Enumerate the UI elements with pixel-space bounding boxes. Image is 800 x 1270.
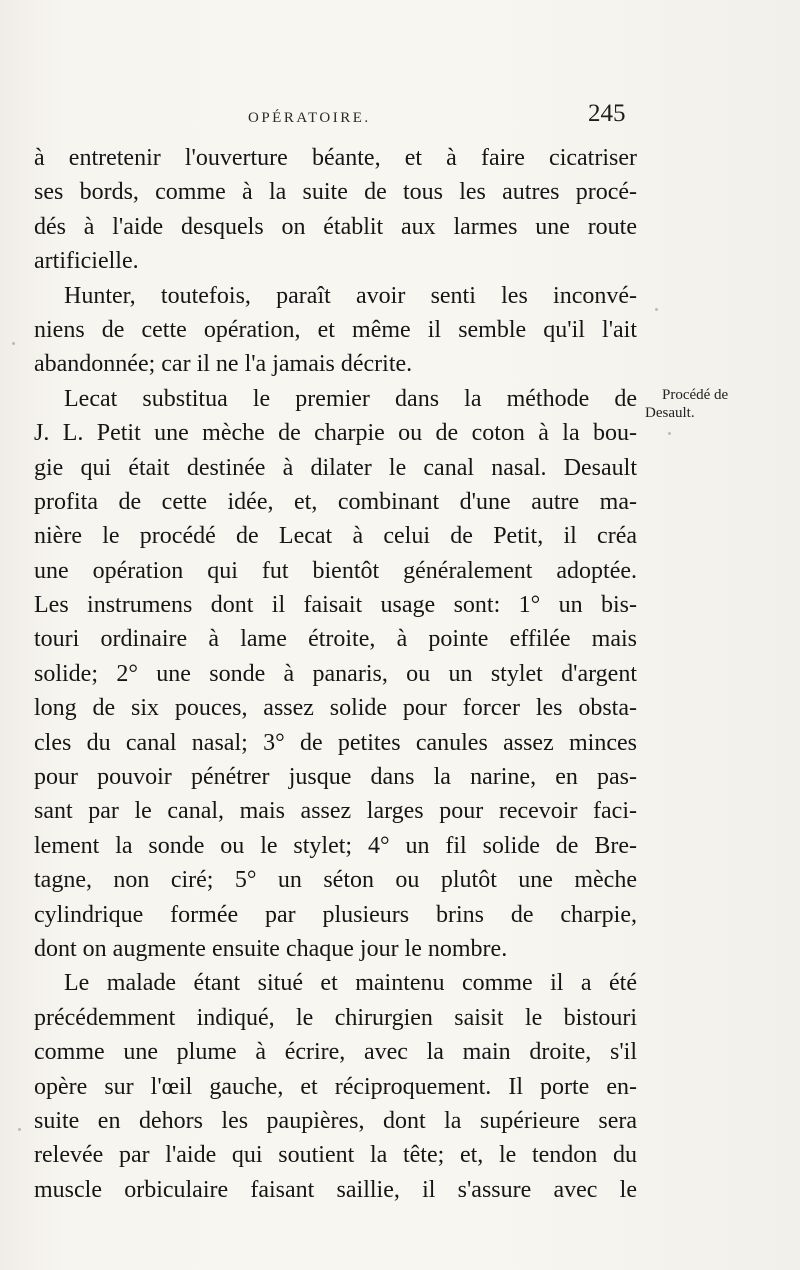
text-line: sant par le canal, mais assez larges pour recevoir faci- xyxy=(34,798,637,825)
margin-note xyxy=(645,386,765,422)
paper-speck xyxy=(668,432,671,435)
text-line: cles du canal nasal; 3° de petites canules assez minces xyxy=(34,729,637,756)
running-head: OPÉRATOIRE. xyxy=(248,110,371,126)
text-line: muscle orbiculaire faisant saillie, il s'assure avec le xyxy=(34,1176,637,1203)
text-line: Les instrumens dont il faisait usage sont: 1° un bis- xyxy=(34,592,637,619)
text-line: comme une plume à écrire, avec la main droite, s'il xyxy=(34,1039,637,1066)
text-line: Lecat substitua le premier dans la méthode de xyxy=(64,385,637,412)
body-text xyxy=(34,141,637,1207)
text-line: nière le procédé de Lecat à celui de Petit, il créa xyxy=(34,523,637,550)
text-line: précédemment indiqué, le chirurgien saisit le bistouri xyxy=(34,1004,637,1031)
text-line: cylindrique formée par plusieurs brins de charpie, xyxy=(34,901,637,928)
margin-note-line: Procédé de xyxy=(662,387,729,403)
text-line: Le malade étant situé et maintenu comme il a été xyxy=(64,970,637,997)
text-line: Hunter, toutefois, paraît avoir senti les inconvé- xyxy=(64,282,637,309)
paper-speck xyxy=(18,1128,21,1131)
margin-note-line: Desault. xyxy=(645,405,695,421)
text-line: artificielle. xyxy=(34,248,139,275)
text-line: J. L. Petit une mèche de charpie ou de coton à la bou- xyxy=(34,420,637,447)
text-line: relevée par l'aide qui soutient la tête; et, le tendon du xyxy=(34,1142,637,1169)
text-line: solide; 2° une sonde à panaris, ou un stylet d'argent xyxy=(34,660,637,687)
text-line: gie qui était destinée à dilater le canal nasal. Desault xyxy=(34,454,637,481)
text-line: niens de cette opération, et même il semble qu'il l'ait xyxy=(34,316,637,343)
paper-speck xyxy=(12,342,15,345)
text-line: suite en dehors les paupières, dont la supérieure sera xyxy=(34,1107,637,1134)
text-line: dont on augmente ensuite chaque jour le nombre. xyxy=(34,935,508,962)
page-number: 245 xyxy=(588,100,626,127)
text-line: touri ordinaire à lame étroite, à pointe effilée mais xyxy=(34,626,637,653)
text-line: tagne, non ciré; 5° un séton ou plutôt une mèche xyxy=(34,867,637,894)
text-line: long de six pouces, assez solide pour forcer les obsta- xyxy=(34,695,637,722)
text-line: profita de cette idée, et, combinant d'une autre ma- xyxy=(34,488,637,515)
text-line: lement la sonde ou le stylet; 4° un fil solide de Bre- xyxy=(34,832,637,859)
paper-speck xyxy=(655,308,658,311)
text-line: dés à l'aide desquels on établit aux larmes une route xyxy=(34,213,637,240)
text-line: abandonnée; car il ne l'a jamais décrite. xyxy=(34,351,413,378)
text-line: opère sur l'œil gauche, et réciproquement. Il porte en- xyxy=(34,1073,637,1100)
text-line: une opération qui fut bientôt généralement adoptée. xyxy=(34,557,637,584)
text-line: ses bords, comme à la suite de tous les autres procé- xyxy=(34,179,637,206)
text-line: à entretenir l'ouverture béante, et à faire cicatriser xyxy=(34,145,637,171)
page-header xyxy=(0,100,800,140)
text-line: pour pouvoir pénétrer jusque dans la narine, en pas- xyxy=(34,764,637,791)
